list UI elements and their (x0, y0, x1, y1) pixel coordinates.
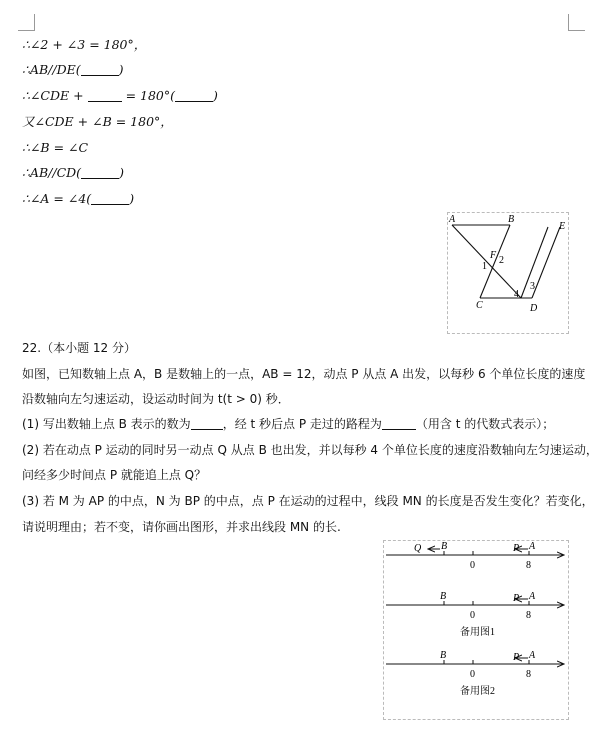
part-1-text-c: （用含 t 的代数式表示）； (415, 417, 555, 431)
number-line-backup-1 (386, 591, 564, 638)
proof-line-3-close: ) (213, 88, 218, 103)
question-22-part-3b: 请说明理由；若不变，请你画出图形，并求出线段 MN 的长. (22, 520, 341, 534)
question-22-paragraph-2: 沿数轴向左匀速运动，设运动时间为 t(t > 0) 秒． (22, 392, 290, 406)
proof-line-4: 又∠CDE + ∠B = 180°， (22, 114, 173, 129)
segment-de (532, 227, 560, 298)
label-f: F (490, 250, 497, 261)
proof-line-6-text: ∴AB//CD( (22, 165, 82, 180)
point-a-label: A (529, 650, 536, 661)
point-a-label: A (529, 591, 536, 602)
tick-label-eight: 8 (526, 560, 531, 571)
proof-line-6-close: ) (119, 165, 124, 180)
label-b: B (508, 214, 515, 225)
part-1-text-a: (1) 写出数轴上点 B 表示的数为 (22, 417, 191, 431)
proof-line-3 (22, 88, 218, 104)
question-22-heading: 22.（本小题 12 分） (22, 341, 136, 355)
answer-blank[interactable] (175, 89, 213, 102)
proof-line-2-close: ) (118, 62, 124, 77)
tick-label-zero: 0 (470, 610, 475, 621)
question-22-part-2a: (2) 若在动点 P 运动的同时另一动点 Q 从点 B 也出发，并以每秒 4 个单位长度的速度沿数轴向左匀速运动， (22, 443, 598, 457)
point-p-label: P (513, 652, 520, 663)
point-p-label: P (513, 543, 520, 554)
proof-line-7-text: ∴∠A = ∠4( (22, 191, 92, 206)
answer-blank[interactable] (88, 89, 122, 102)
label-c: C (476, 300, 483, 311)
number-line-svg (384, 541, 568, 719)
tick-label-eight: 8 (526, 669, 531, 680)
tick-label-zero: 0 (470, 669, 475, 680)
proof-line-5: ∴∠B = ∠C (22, 140, 89, 155)
answer-blank[interactable] (81, 166, 119, 179)
point-b-label: B (441, 541, 448, 552)
proof-line-7-close: ) (129, 191, 135, 206)
label-a: A (449, 214, 456, 225)
angle-label-3: 3 (530, 281, 535, 292)
point-b-label: B (440, 650, 447, 661)
proof-line-6 (22, 165, 124, 181)
proof-line-2 (22, 62, 124, 78)
label-e: E (559, 221, 566, 232)
answer-blank[interactable] (191, 417, 223, 430)
number-line-figure (383, 540, 569, 720)
caption-backup-2: 备用图2 (460, 686, 495, 697)
label-d: D (530, 303, 538, 314)
proof-line-3-mid: = 180°( (125, 88, 175, 103)
answer-blank[interactable] (91, 192, 129, 205)
geometry-figure-svg (448, 213, 568, 333)
question-22-part-2b: 问经多少时间点 P 就能追上点 Q？ (22, 468, 207, 482)
page-corner-mark-right (568, 14, 585, 31)
proof-line-3-text: ∴∠CDE + (22, 88, 84, 103)
point-p-label: P (513, 593, 520, 604)
tick-label-zero: 0 (470, 560, 475, 571)
question-22-part-3a: (3) 若 M 为 AP 的中点，N 为 BP 的中点，点 P 在运动的过程中，线段 MN 的长度是否发生变化？若变化， (22, 494, 594, 508)
number-line-backup-2 (386, 650, 564, 697)
caption-backup-1: 备用图1 (460, 627, 495, 638)
tick-label-eight: 8 (526, 610, 531, 621)
part-1-text-b: ，经 t 秒后点 P 走过的路程为 (222, 417, 382, 431)
page-corner-mark-left (18, 14, 35, 31)
proof-line-1: ∴∠2 + ∠3 = 180°， (22, 37, 147, 52)
proof-line-2-text: ∴AB//DE( (22, 62, 81, 77)
angle-label-4: 4 (514, 289, 519, 300)
point-q-label: Q (414, 543, 422, 554)
point-b-label: B (440, 591, 447, 602)
point-a-label: A (529, 541, 536, 552)
angle-label-1: 1 (482, 261, 487, 272)
question-22-part-1 (22, 416, 554, 432)
angle-label-2: 2 (499, 255, 504, 266)
proof-line-7 (22, 191, 134, 207)
answer-blank[interactable] (81, 63, 119, 76)
answer-blank[interactable] (382, 417, 416, 430)
question-22-paragraph-1: 如图，已知数轴上点 A，B 是数轴上的一点，AB = 12，动点 P 从点 A 出发，以每秒 6 个单位长度的速度 (22, 367, 586, 381)
geometry-figure (447, 212, 569, 334)
number-line-main (386, 541, 564, 571)
